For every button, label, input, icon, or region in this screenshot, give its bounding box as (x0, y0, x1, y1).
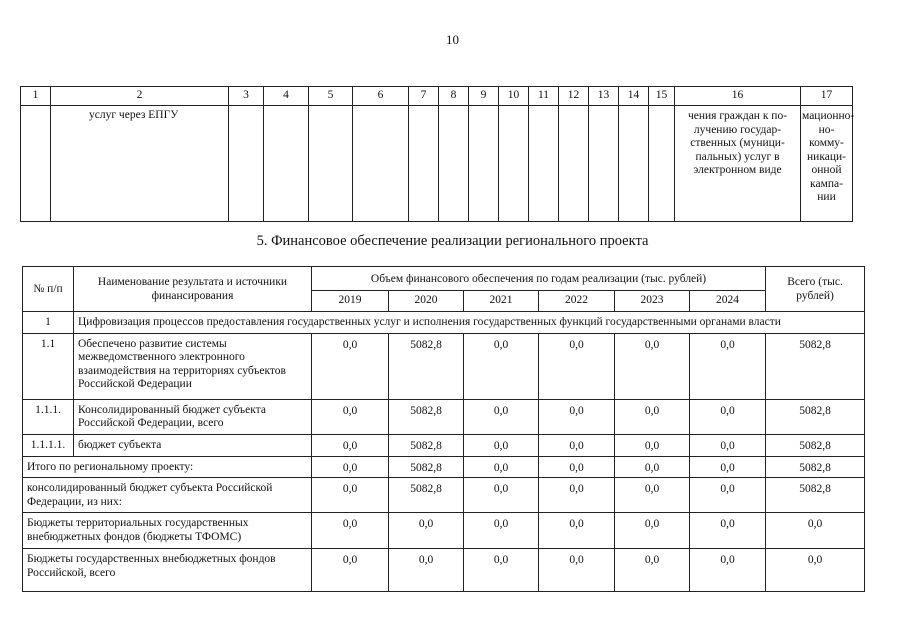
col-header: 10 (499, 87, 529, 106)
year-value: 0,0 (690, 333, 766, 399)
col-header: 3 (229, 87, 264, 106)
row-name: бюджет субъекта (74, 434, 312, 456)
num-header: № п/п (23, 267, 74, 312)
year-value: 0,0 (615, 513, 690, 549)
col-header: 16 (675, 87, 801, 106)
year-value: 0,0 (539, 333, 615, 399)
year-value: 0,0 (312, 549, 389, 592)
year-value: 0,0 (312, 478, 389, 513)
summary-name: Бюджеты государственных внебюджетных фондов Российской, всего (23, 549, 312, 592)
col-header: 11 (529, 87, 559, 106)
col16-line: ственных (муници- (690, 137, 785, 149)
col16-line: пальных) услуг в (695, 150, 780, 163)
row-number: 1 (23, 311, 74, 333)
col-header: 8 (439, 87, 469, 106)
col16-cell (675, 106, 801, 222)
year-value: 0,0 (464, 434, 539, 456)
year-value: 0,0 (539, 456, 615, 478)
page-number: 10 (446, 32, 459, 47)
col-header: 9 (469, 87, 499, 106)
row-number: 1.1.1.1. (23, 434, 74, 456)
col17-line: онной (811, 164, 842, 176)
row-name: Консолидированный бюджет субъекта Российской Федерации, всего (74, 399, 312, 434)
year-value: 0,0 (539, 478, 615, 513)
year-value: 0,0 (539, 399, 615, 434)
year-value: 5082,8 (389, 399, 464, 434)
year-header: 2022 (539, 291, 615, 312)
col-header: 4 (264, 87, 309, 106)
col-header: 6 (353, 87, 409, 106)
year-value: 5082,8 (389, 456, 464, 478)
year-value: 0,0 (615, 434, 690, 456)
col17-line: мационно- (802, 110, 855, 122)
col-header: 5 (309, 87, 353, 106)
total-value: 5082,8 (766, 456, 865, 478)
year-value: 0,0 (464, 549, 539, 592)
total-value: 5082,8 (766, 399, 865, 434)
year-value: 0,0 (690, 399, 766, 434)
summary-row (23, 513, 865, 549)
year-value: 0,0 (312, 333, 389, 399)
col-header: 7 (409, 87, 439, 106)
continuation-body-row (21, 106, 853, 222)
year-value: 0,0 (690, 478, 766, 513)
year-value: 0,0 (312, 456, 389, 478)
total-value: 0,0 (766, 549, 865, 592)
summary-name: Бюджеты территориальных государственных внебюджетных фондов (бюджеты ТФОМС) (23, 513, 312, 549)
table-row (23, 434, 865, 456)
year-value: 0,0 (615, 549, 690, 592)
year-value: 0,0 (312, 434, 389, 456)
year-value: 0,0 (464, 399, 539, 434)
total-value: 5082,8 (766, 434, 865, 456)
volume-header: Объем финансового обеспечения по годам реализации (тыс. рублей) (312, 267, 766, 291)
col17-line: кампа- (810, 177, 843, 190)
year-value: 0,0 (539, 549, 615, 592)
year-value: 0,0 (539, 513, 615, 549)
summary-row (23, 478, 865, 513)
table-row (23, 333, 865, 399)
group-row (23, 311, 865, 333)
row-name: Обеспечено развитие системы межведомственного электронного взаимодействия на территориях субъектов Российской Федерации (74, 333, 312, 399)
year-value: 0,0 (615, 399, 690, 434)
col17-cell (801, 106, 853, 222)
year-header: 2020 (389, 291, 464, 312)
year-value: 0,0 (312, 513, 389, 549)
year-header: 2019 (312, 291, 389, 312)
year-value: 0,0 (615, 478, 690, 513)
year-value: 0,0 (539, 434, 615, 456)
finance-table (22, 266, 865, 592)
name-header: Наименование результата и источники финансирования (74, 267, 312, 312)
summary-name: Итого по региональному проекту: (23, 456, 312, 478)
col-header: 2 (51, 87, 229, 106)
total-header: Всего (тыс. рублей) (766, 267, 865, 312)
year-value: 0,0 (389, 549, 464, 592)
row-number: 1.1 (23, 333, 74, 399)
year-header: 2024 (690, 291, 766, 312)
col17-line: нии (817, 191, 836, 203)
year-header: 2023 (615, 291, 690, 312)
year-value: 5082,8 (389, 333, 464, 399)
service-text: услуг через ЕПГУ (51, 106, 229, 222)
summary-row (23, 549, 865, 592)
section-title: 5. Финансовое обеспечение реализации регионального проекта (256, 233, 649, 249)
table-row (23, 399, 865, 434)
year-value: 0,0 (312, 399, 389, 434)
year-value: 0,0 (464, 513, 539, 549)
col17-line: но- (818, 123, 835, 136)
col17-line: никаци- (807, 150, 846, 163)
col-header: 12 (559, 87, 589, 106)
row-number: 1.1.1. (23, 399, 74, 434)
year-value: 0,0 (690, 434, 766, 456)
col16-line: чения граждан к по- (687, 110, 788, 122)
year-value: 0,0 (464, 456, 539, 478)
col-header: 17 (801, 87, 853, 106)
year-value: 0,0 (690, 513, 766, 549)
total-value: 5082,8 (766, 333, 865, 399)
year-value: 0,0 (389, 513, 464, 549)
year-value: 0,0 (464, 478, 539, 513)
total-value: 0,0 (766, 513, 865, 549)
col-header: 15 (649, 87, 675, 106)
year-value: 5082,8 (389, 478, 464, 513)
col-header: 1 (21, 87, 51, 106)
col16-line: электронном виде (693, 164, 782, 176)
group-title: Цифровизация процессов предоставления государственных услуг и исполнения государственных функций государственными органами власти (74, 311, 865, 333)
col17-line: комму- (809, 137, 844, 149)
year-value: 5082,8 (389, 434, 464, 456)
col-header: 14 (619, 87, 649, 106)
continuation-table (20, 86, 853, 222)
continuation-header-row (21, 87, 853, 106)
year-header: 2021 (464, 291, 539, 312)
year-value: 0,0 (615, 456, 690, 478)
col16-line: лучению государ- (693, 123, 782, 136)
year-value: 0,0 (690, 456, 766, 478)
finance-header-row (23, 267, 865, 291)
summary-name: консолидированный бюджет субъекта Российской Федерации, из них: (23, 478, 312, 513)
col-header: 13 (589, 87, 619, 106)
summary-row (23, 456, 865, 478)
year-value: 0,0 (690, 549, 766, 592)
year-value: 0,0 (615, 333, 690, 399)
total-value: 5082,8 (766, 478, 865, 513)
year-value: 0,0 (464, 333, 539, 399)
